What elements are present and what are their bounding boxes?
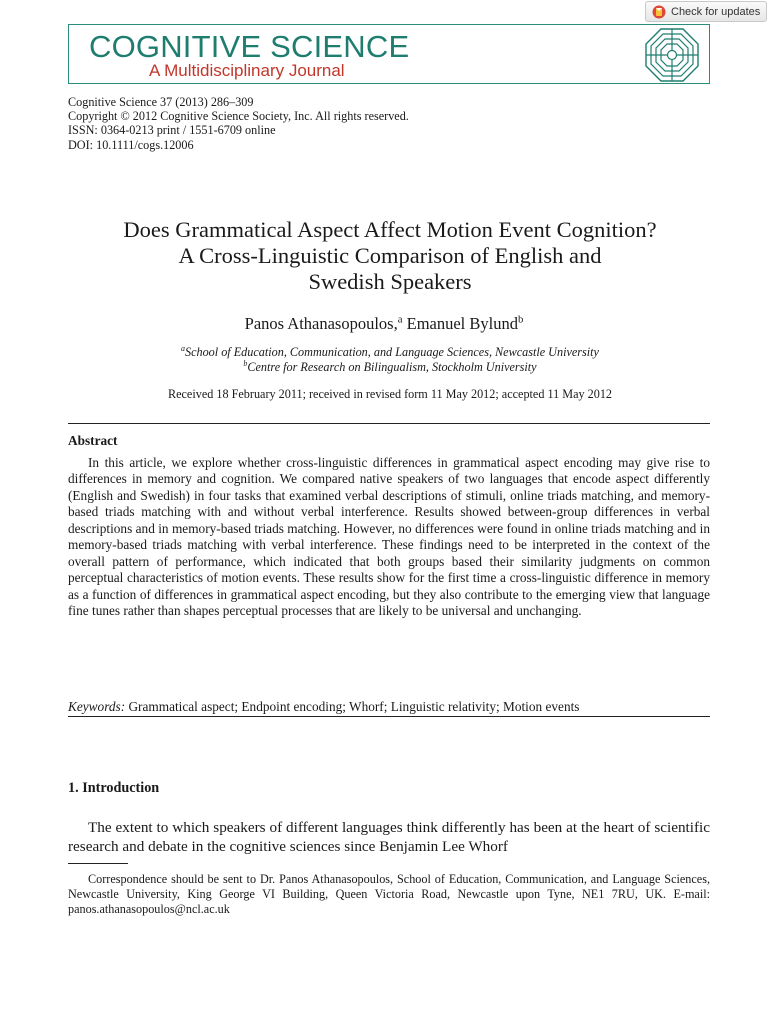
affiliation-line (0, 360, 768, 375)
author-name: Emanuel Bylund (406, 314, 518, 333)
affiliation-line (0, 345, 768, 360)
article-metadata (68, 95, 409, 152)
author-affiliation-mark: a (397, 313, 403, 326)
copyright-line: Copyright © 2012 Cognitive Science Society, Inc. All rights reserved. (68, 109, 409, 124)
title-line-2: A Cross-Linguistic Comparison of English and (178, 243, 602, 268)
article-title (40, 217, 740, 295)
check-for-updates-button[interactable] (645, 1, 767, 22)
affiliation-mark: a (181, 343, 185, 353)
received-dates: Received 18 February 2011; received in revised form 11 May 2012; accepted 11 May 2012 (167, 387, 613, 401)
journal-subtitle: A Multidisciplinary Journal (149, 61, 345, 80)
abstract-heading: Abstract (68, 433, 118, 448)
keywords-line (68, 699, 579, 715)
journal-masthead (68, 24, 710, 84)
keywords-bottom-rule (68, 716, 710, 717)
affiliation-mark: b (243, 358, 248, 368)
section-heading-introduction: 1. Introduction (68, 780, 160, 796)
citation-line: Cognitive Science 37 (2013) 286–309 (68, 95, 254, 109)
affiliation-text: Centre for Research on Bilingualism, Stockholm University (247, 360, 537, 374)
keywords-label: Keywords: (68, 699, 126, 714)
keywords-text: Grammatical aspect; Endpoint encoding; Whorf; Linguistic relativity; Motion events (128, 699, 580, 714)
check-for-updates-label: Check for updates (671, 5, 761, 18)
abstract-body: In this article, we explore whether cross-linguistic differences in grammatical aspect encoding may give rise to differences in memory and cognition. We compared native speakers of two languages that encode aspect differently (English and Swedish) in four tasks that examined verbal descriptions of stimuli, online triads matching, and memory-based triads matching with and without verbal interference. Results showed between-group differences in verbal descriptions and in memory-based triads matching. However, no differences were found in online triads matching and in memory-based triads matching with verbal interference. These findings need to be interpreted in the context of the overall pattern of performance, which indicated that both groups based their similarity judgments on common perceptual characteristics of motion events. These results show for the first time a cross-linguistic difference in memory as a function of differences in grammatical aspect encoding, but they also contribute to the emerging view that language fine tunes rather than shapes perceptual processes that are likely to be universal and unchanging. (68, 455, 710, 619)
introduction-body: The extent to which speakers of different languages think differently has been at the heart of scientific research and debate in the cognitive sciences since Benjamin Lee Whorf (68, 819, 710, 855)
footnote-rule (68, 863, 128, 864)
labyrinth-logo (645, 28, 699, 82)
correspondence-footnote: Correspondence should be sent to Dr. Panos Athanasopoulos, School of Education, Communication, and Language Sciences, Newcastle University, King George VI Building, Queen Victoria Road, Newcastle upon Tyne, NE1 7RU, UK. E-mail: panos.athanasopoulos@ncl.ac.uk (68, 872, 710, 917)
affiliations (0, 345, 768, 375)
author-affiliation-mark: b (517, 313, 524, 326)
author-list (0, 314, 768, 334)
title-line-3: Swedish Speakers (308, 269, 472, 294)
doi-line: DOI: 10.1111/cogs.12006 (68, 137, 194, 152)
issn-line: ISSN: 0364-0213 print / 1551-6709 online (68, 123, 276, 138)
author-name: Panos Athanasopoulos, (244, 314, 398, 333)
abstract-top-rule (68, 423, 710, 424)
affiliation-text: School of Education, Communication, and Language Sciences, Newcastle University (184, 345, 599, 359)
journal-name: COGNITIVE SCIENCE (89, 29, 410, 64)
crossmark-icon (652, 5, 666, 19)
title-line-1: Does Grammatical Aspect Affect Motion Event Cognition? (123, 217, 657, 242)
